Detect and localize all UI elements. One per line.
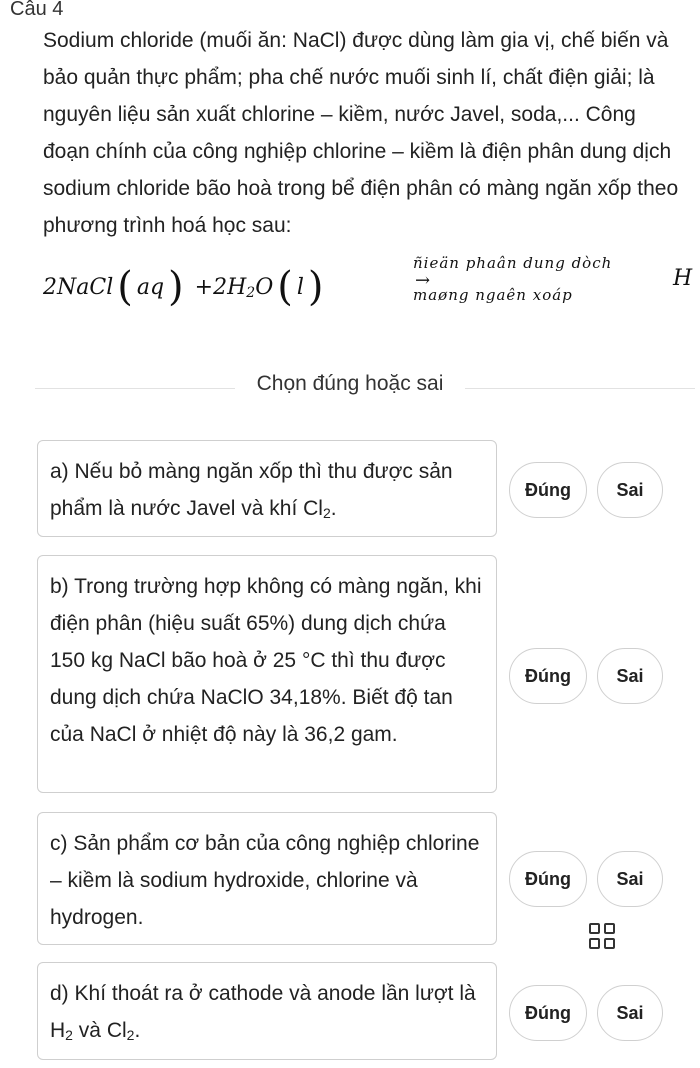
- statement-a-text: a) Nếu bỏ màng ngăn xốp thì thu được sản phẩm là nước Javel và khí Cl: [50, 460, 453, 520]
- true-button-d[interactable]: Đúng: [509, 985, 587, 1041]
- statement-d-subscript-2: 2: [126, 1027, 135, 1043]
- false-button-b[interactable]: Sai: [597, 648, 663, 704]
- eq-h2o-subscript: 2: [246, 285, 256, 301]
- grid-view-icon[interactable]: [589, 923, 621, 955]
- statement-c-text: c) Sản phẩm cơ bản của công nghiệp chlorine – kiềm là sodium hydroxide, chlorine và hydrogen.: [50, 832, 480, 929]
- statement-card-b: [37, 555, 497, 793]
- eq-state-l: l: [296, 275, 304, 300]
- eq-plus-h: +2H: [194, 275, 247, 300]
- statement-card-a: [37, 440, 497, 537]
- false-button-a[interactable]: Sai: [597, 462, 663, 518]
- statement-card-d: [37, 962, 497, 1060]
- statement-card-c: [37, 812, 497, 945]
- statement-a-suffix: .: [330, 497, 337, 520]
- chemical-equation: 2NaCl ( aq ) $+2H_2O$ ( l ) ñieän phaân dung dòch → maøng ngaên xoáp H: [43, 254, 693, 310]
- eq-product-h: H: [673, 266, 693, 291]
- statement-b-text: b) Trong trường hợp không có màng ngăn, khi điện phân (hiệu suất 65%) dung dịch chứa 150 kg NaCl bão hoà ở 25 °C thì thu được dung dịch chứa NaClO 34,18%. Biết độ tan của NaCl ở nhiệt độ này là 36,2 gam.: [50, 575, 482, 746]
- false-button-d[interactable]: Sai: [597, 985, 663, 1041]
- eq-reactant-nacl: 2NaCl: [43, 275, 114, 300]
- statement-d-suffix: .: [134, 1019, 141, 1042]
- eq-state-aq: aq: [136, 275, 165, 300]
- question-intro: Sodium chloride (muối ăn: NaCl) được dùng làm gia vị, chế biến và bảo quản thực phẩm; pha chế nước muối sinh lí, chất điện giải; là nguyên liệu sản xuất chlorine – kiềm, nước Javel, soda,... Công đoạn chính của công nghiệp chlorine – kiềm là điện phân dung dịch sodium chloride bão hoà trong bể điện phân có màng ngăn xốp theo phương trình hoá học sau:: [43, 29, 679, 237]
- eq-arrow: →: [415, 270, 431, 291]
- eq-condition-below: maøng ngaên xoáp: [413, 286, 573, 304]
- statement-a-subscript: 2: [322, 505, 331, 521]
- true-button-c[interactable]: Đúng: [509, 851, 587, 907]
- eq-o: O: [255, 275, 274, 300]
- statement-d-subscript-1: 2: [65, 1027, 73, 1043]
- statement-d-mid: và Cl: [72, 1019, 127, 1042]
- question-title: Câu 4: [10, 0, 64, 20]
- true-button-a[interactable]: Đúng: [509, 462, 587, 518]
- true-button-b[interactable]: Đúng: [509, 648, 587, 704]
- false-button-c[interactable]: Sai: [597, 851, 663, 907]
- section-title: Chọn đúng hoặc sai: [0, 372, 700, 396]
- statement-d-text: d) Khí thoát ra ở cathode và anode lần lượt là H: [50, 982, 476, 1042]
- eq-condition-above: ñieän phaân dung dòch: [413, 254, 613, 272]
